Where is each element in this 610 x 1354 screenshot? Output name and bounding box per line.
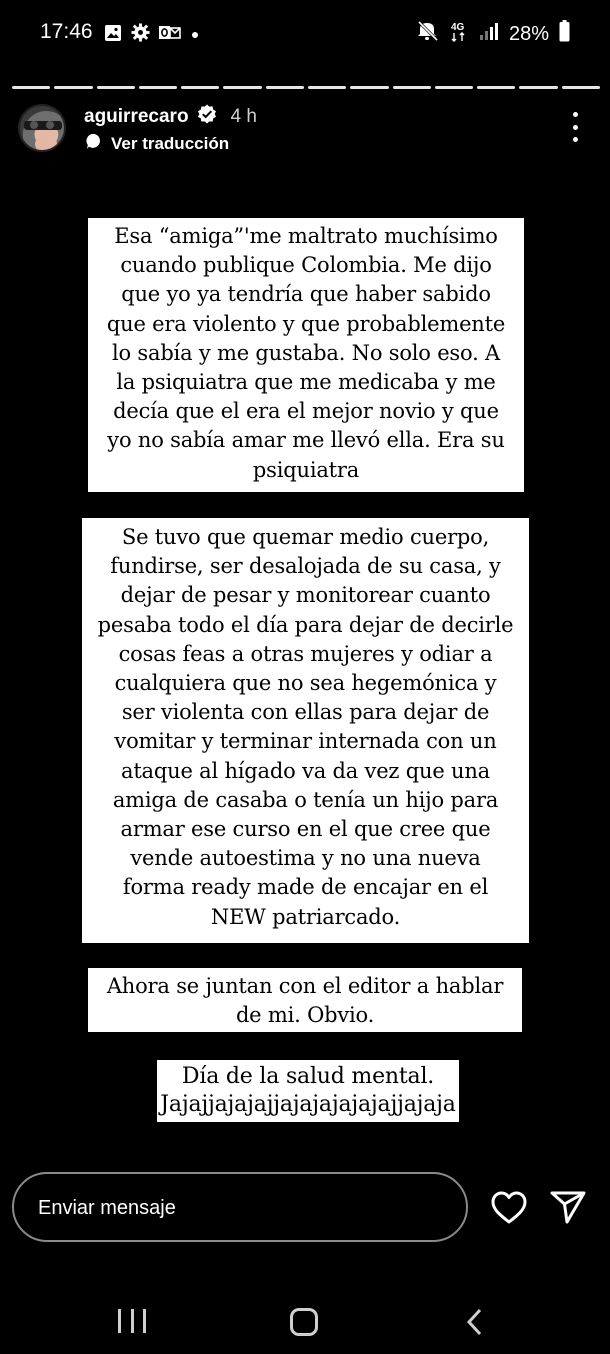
system-nav-bar (0, 1290, 610, 1354)
image-icon (104, 24, 122, 46)
story-text-line: armar ese curso en el que cree que (120, 817, 491, 842)
settings-icon (131, 23, 150, 46)
story-text-line: decía que el era el mejor novio y que (113, 399, 499, 424)
story-text-block (157, 1060, 459, 1122)
story-text-line: yo no sabía amar me llevó ella. Era su (107, 428, 505, 453)
story-progress-segment (12, 86, 50, 89)
story-text-line: la psiquiatra que me medicaba y me (116, 370, 496, 395)
send-icon[interactable] (549, 1188, 587, 1226)
story-text-line: NEW patriarcado. (210, 904, 401, 929)
story-text-line: que yo ya tendría que haber sabido (121, 282, 491, 307)
story-text-block (82, 518, 529, 943)
cellular-signal-icon (479, 21, 499, 47)
story-text-line: pesaba todo el día para dejar de decirle (97, 612, 514, 637)
story-text-line: ser violenta con ellas para dejar de (121, 700, 490, 725)
story-text-block (88, 968, 522, 1032)
4g-signal-icon (449, 20, 469, 48)
story-text-line: psiquiatra (252, 457, 360, 482)
story-text-line: ataque al hígado va da vez que una (121, 758, 490, 783)
story-text-line: cuando publique Colombia. Me dijo (120, 253, 492, 278)
username[interactable]: aguirrecaro (84, 105, 189, 127)
send-message-input[interactable] (12, 1172, 468, 1242)
home-icon[interactable] (290, 1308, 318, 1336)
story-progress-segment (477, 86, 515, 89)
story-progress-segment (139, 86, 177, 89)
story-progress-segment (97, 86, 135, 89)
story-text-line: forma ready made de encajar en el (122, 875, 489, 900)
translate-label: Ver traducción (111, 134, 230, 153)
story-text-line: cosas feas a otras mujeres y odiar a (118, 641, 493, 666)
story-progress-segment (350, 86, 388, 89)
story-progress-segment (54, 86, 92, 89)
recent-apps-icon[interactable] (118, 1309, 146, 1333)
verified-badge-icon (197, 104, 217, 129)
status-bar (0, 0, 610, 70)
story-progress-segment (181, 86, 219, 89)
battery-icon (559, 20, 570, 48)
story-author (84, 104, 257, 129)
story-text-line: cualquiera que no sea hegemónica y (114, 671, 497, 696)
story-progress-segment (266, 86, 304, 89)
story-progress-segment (308, 86, 346, 89)
battery-percent: 28% (508, 22, 549, 45)
heart-icon[interactable] (490, 1190, 528, 1226)
story-text-line: vomitar y terminar internada con un (114, 729, 497, 754)
message-placeholder: Enviar mensaje (38, 1197, 176, 1219)
story-text-line: Se tuvo que quemar medio cuerpo, (121, 525, 490, 549)
story-text-block (88, 218, 524, 492)
story-text-line: fundirse, ser desalojada de su casa, y (110, 554, 501, 579)
outlook-icon (159, 24, 181, 46)
svg-text:4G: 4G (450, 22, 465, 33)
story-progress-segment (223, 86, 261, 89)
story-text-line: Día de la salud mental. (181, 1064, 435, 1089)
story-text-line: lo sabía y me gustaba. No solo eso. A (111, 340, 500, 365)
story-text-line: que era violento y que probablemente (106, 311, 506, 336)
story-progress-segment (435, 86, 473, 89)
translate-icon (86, 133, 103, 155)
story-progress-segment (562, 86, 600, 89)
story-progress-segment (519, 86, 557, 89)
story-text-line: Jajajjajajajjajajajajajajjajaja (160, 1092, 456, 1117)
status-time: 17:46 (40, 20, 93, 43)
more-options-icon[interactable] (566, 112, 584, 142)
story-progress-segment (393, 86, 431, 89)
mute-icon (417, 21, 439, 47)
dot-icon (190, 25, 200, 44)
status-left-icons (104, 23, 200, 46)
story-text-line: Esa “amiga”'me maltrato muchísimo (114, 224, 498, 248)
story-text-line: amiga de casaba o tenía un hijo para (112, 787, 499, 812)
back-icon[interactable] (462, 1306, 488, 1338)
story-text-line: vende autoestima y no una nueva (130, 846, 481, 871)
post-time: 4 h (230, 105, 257, 127)
story-progress-bar (12, 86, 600, 89)
story-text-line: Ahora se juntan con el editor a hablar (106, 974, 504, 998)
story-text-line: dejar de pesar y monitorear cuanto (120, 583, 491, 608)
translate-link[interactable] (86, 133, 229, 155)
status-right-icons (417, 20, 570, 48)
story-text-line: de mi. Obvio. (235, 1003, 375, 1028)
avatar[interactable] (18, 104, 66, 152)
